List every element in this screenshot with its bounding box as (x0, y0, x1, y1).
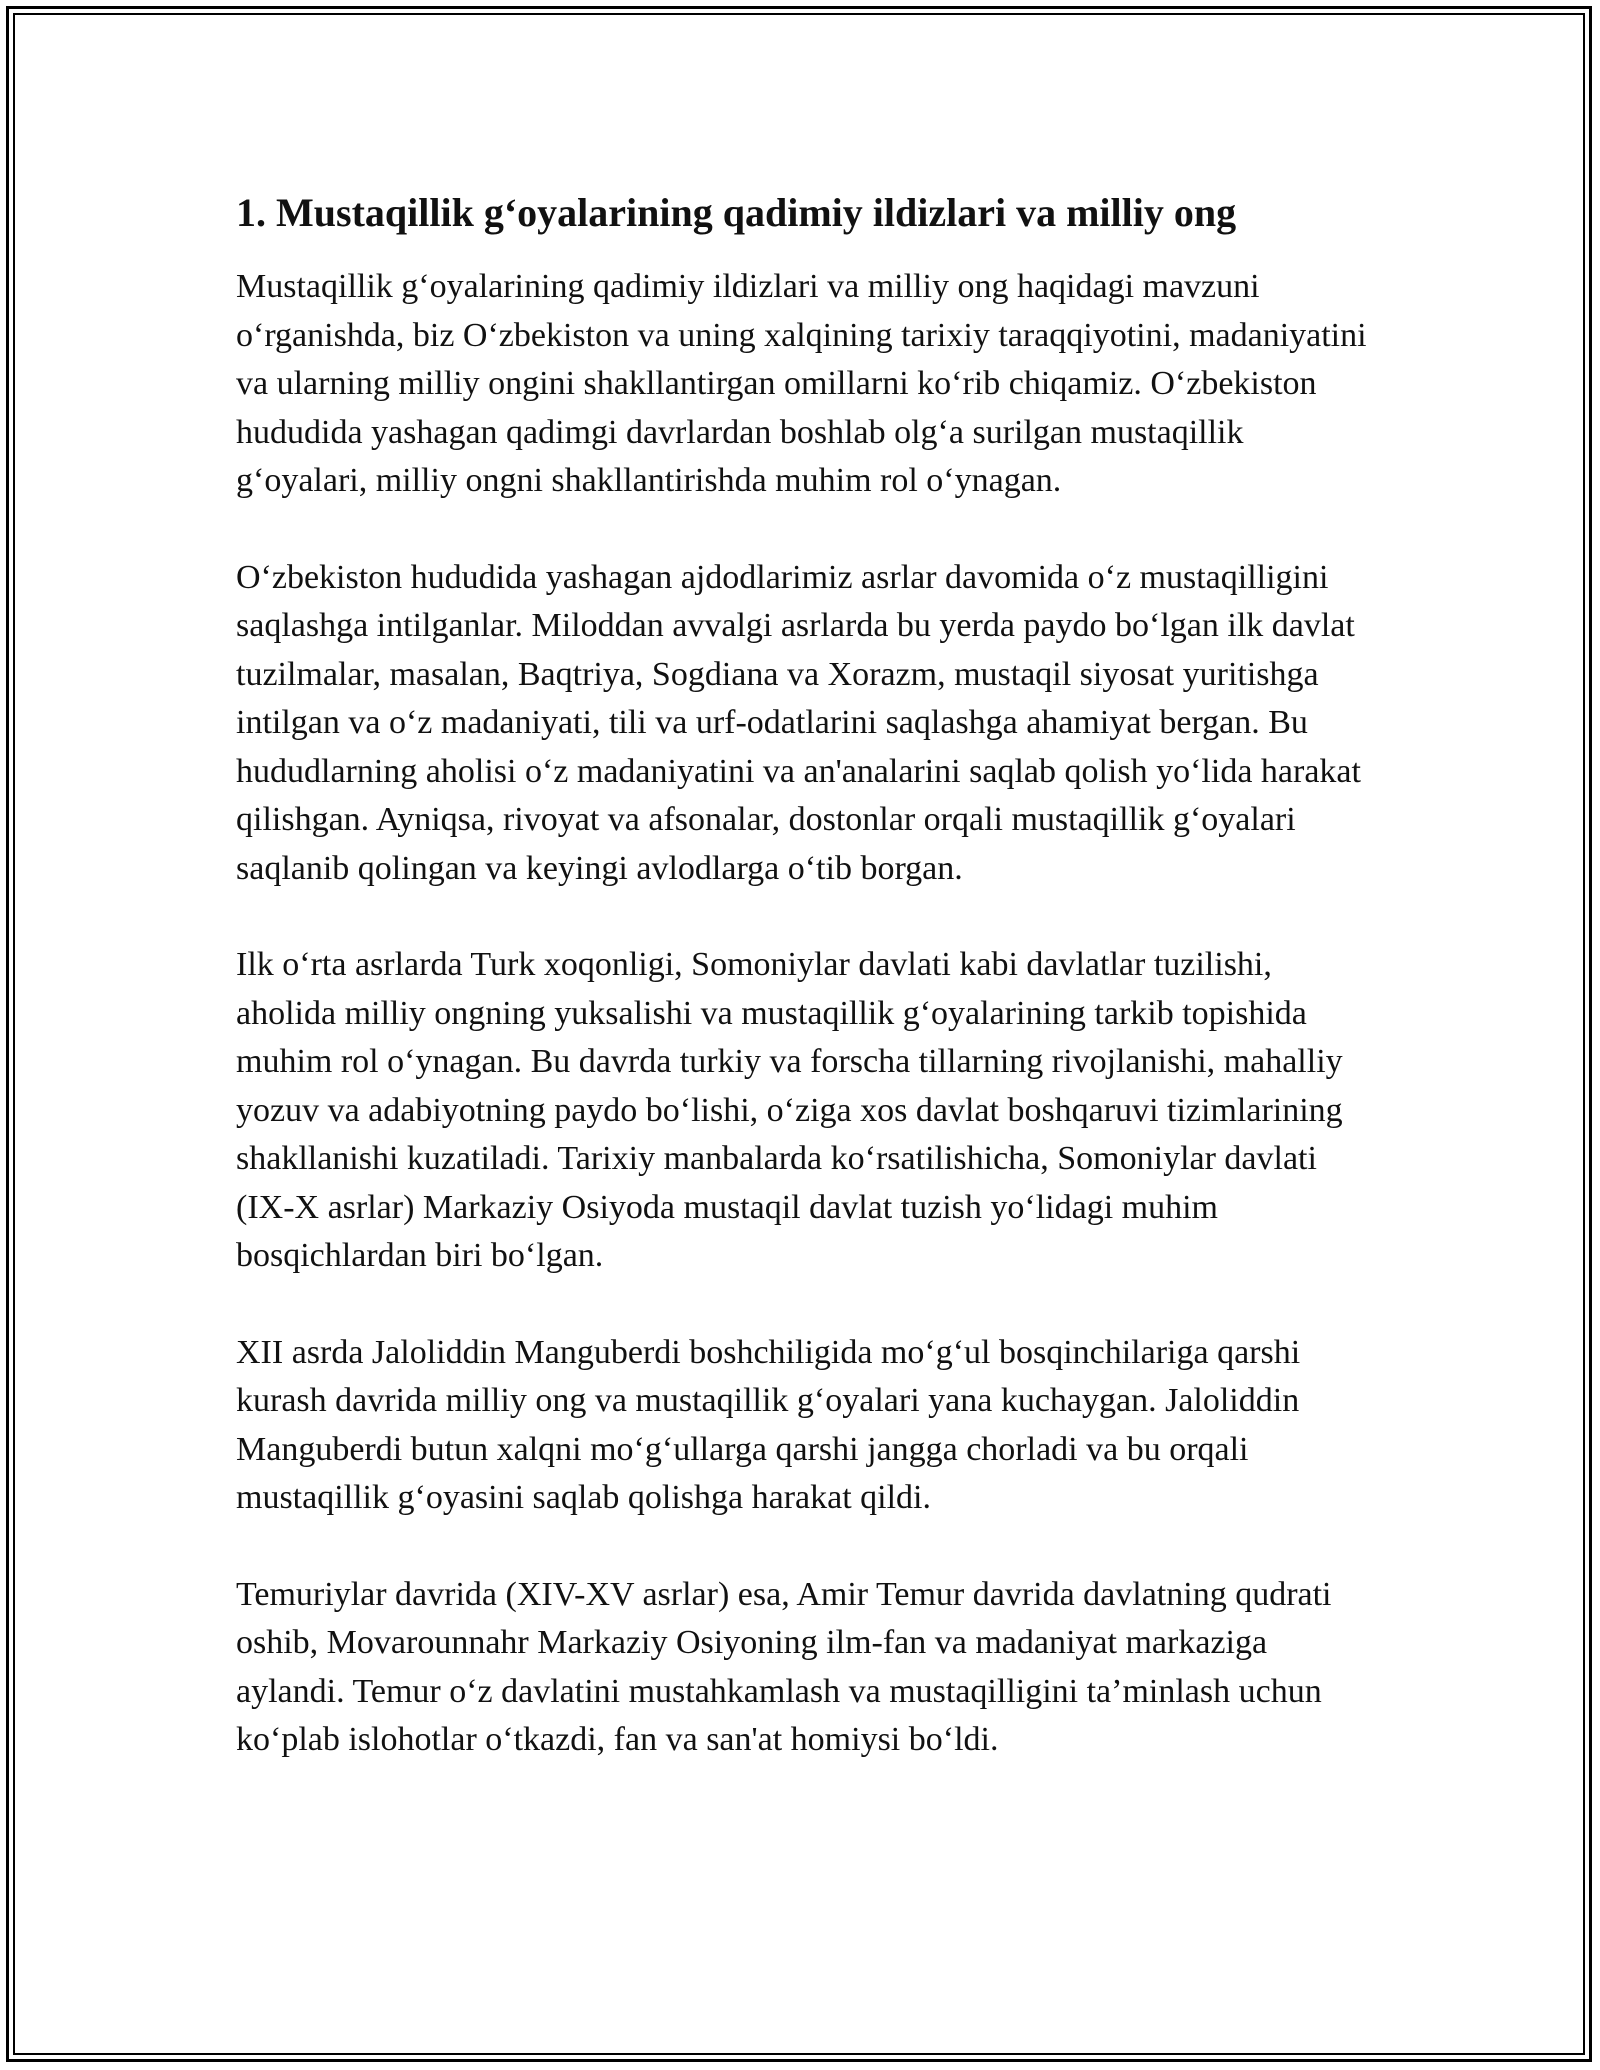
paragraph-5: Temuriylar davrida (XIV-XV asrlar) esa, Amir Temur davrida davlatning qudrati oshib, Movarounnahr Markaziy Osiyoning ilm-fan va madaniyat markaziga aylandi. Temur o‘z davlatini mustahkamlash va mustaqilligini ta’minlash uchun ko‘plab islohotlar o‘tkazdi, fan va san'at homiysi bo‘ldi. (236, 1575, 1332, 1758)
paragraph-2: O‘zbekiston hududida yashagan ajdodlarimiz asrlar davomida o‘z mustaqilligini saqlashga intilganlar. Miloddan avvalgi asrlarda bu yerda paydo bo‘lgan ilk davlat tuzilmalar, masalan, Baqtriya, Sogdiana va Xorazm, mustaqil siyosat yuritishga intilgan va o‘z madaniyati, tili va urf-odatlarini saqlashga ahamiyat bergan. Bu hududlarning aholisi o‘z madaniyatini va an'analarini saqlab qolish yo‘lida harakat qilishgan. Ayniqsa, rivoyat va afsonalar, dostonlar orqali mustaqillik g‘oyalari saqlanib qolingan va keyingi avlodlarga o‘tib borgan. (236, 558, 1361, 887)
document-body (236, 183, 1376, 1813)
paragraph-3: Ilk o‘rta asrlarda Turk xoqonligi, Somoniylar davlati kabi davlatlar tuzilishi, aholida milliy ongning yuksalishi va mustaqillik g‘oyalarining tarkib topishida muhim rol o‘ynagan. Bu davrda turkiy va forscha tillarning rivojlanishi, mahalliy yozuv va adabiyotning paydo bo‘lishi, o‘ziga xos davlat boshqaruvi tizimlarining shakllanishi kuzatiladi. Tarixiy manbalarda ko‘rsatilishicha, Somoniylar davlati (IX-X asrlar) Markaziy Osiyoda mustaqil davlat tuzish yo‘lidagi muhim bosqichlardan biri bo‘lgan. (236, 946, 1343, 1274)
paragraph-4: XII asrda Jaloliddin Manguberdi boshchiligida mo‘g‘ul bosqinchilariga qarshi kurash davrida milliy ong va mustaqillik g‘oyalari yana kuchaygan. Jaloliddin Manguberdi butun xalqni mo‘g‘ullarga qarshi jangga chorladi va bu orqali mustaqillik g‘oyasini saqlab qolishga harakat qildi. (236, 1333, 1301, 1516)
paragraph-1: Mustaqillik g‘oyalarining qadimiy ildizlari va milliy ong haqidagi mavzuni o‘rganishda, biz O‘zbekiston va uning xalqining tarixiy taraqqiyotini, madaniyatini va ularning milliy ongini shakllantirgan omillarni ko‘rib chiqamiz. O‘zbekiston hududida yashagan qadimgi davrlardan boshlab olg‘a surilgan mustaqillik g‘oyalari, milliy ongni shakllantirishda muhim rol o‘ynagan. (236, 268, 1367, 499)
section-heading: 1. Mustaqillik g‘oyalarining qadimiy ildizlari va milliy ong (236, 190, 1237, 235)
